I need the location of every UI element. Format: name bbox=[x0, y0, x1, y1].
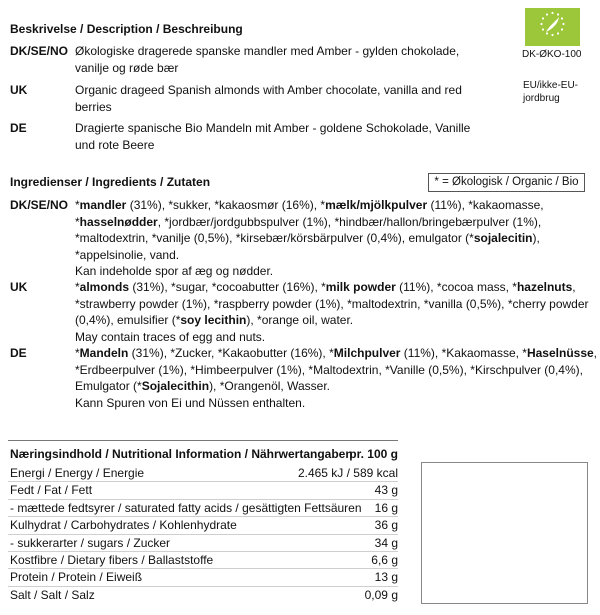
ingredient-text: , bbox=[572, 280, 576, 294]
ingredient-line bbox=[75, 378, 597, 395]
nutrition-row bbox=[10, 517, 398, 534]
ingredient-line bbox=[75, 247, 544, 264]
nutrition-value: 0,09 g bbox=[364, 587, 398, 602]
ingredient-line bbox=[75, 230, 544, 247]
allergen-text: Sojalecithin bbox=[141, 379, 210, 393]
allergen-text: Mandeln bbox=[79, 346, 129, 360]
nutrition-label: Kostfibre / Dietary fibers / Ballaststoffe bbox=[10, 553, 214, 567]
ingredients-code-de: DE bbox=[10, 346, 27, 360]
nutrition-label: Salt / Salt / Salz bbox=[10, 587, 95, 602]
certification-origin-line: EU/ikke-EU- bbox=[523, 80, 579, 91]
nutrition-label: - mættede fedtsyrer / saturated fatty acids / gesättigten Fettsäuren bbox=[10, 500, 362, 515]
ingredient-text: * bbox=[75, 346, 80, 360]
ingredient-line bbox=[75, 329, 589, 346]
description-line: berries bbox=[75, 99, 112, 114]
description-code-de: DE bbox=[10, 121, 27, 135]
certification-origin bbox=[523, 79, 578, 105]
nutrition-row bbox=[10, 552, 398, 569]
nutrition-row bbox=[10, 500, 398, 517]
allergen-text: hasselnødder bbox=[79, 214, 158, 229]
nutrition-value: 2.465 kJ / 589 kcal bbox=[297, 466, 398, 480]
ingredient-line bbox=[75, 279, 589, 296]
ingredient-text: May contain traces of egg and nuts. bbox=[75, 329, 266, 344]
nutrition-value: 43 g bbox=[374, 483, 398, 498]
nutrition-row bbox=[10, 587, 398, 604]
ingredient-line bbox=[75, 263, 544, 280]
ingredient-line bbox=[75, 296, 589, 313]
ingredient-line bbox=[75, 312, 589, 329]
description-text-uk bbox=[75, 82, 462, 115]
nutrition-value: 36 g bbox=[374, 518, 398, 533]
allergen-text: mandler bbox=[79, 198, 127, 212]
ingredients-heading: Ingredienser / Ingredients / Zutaten bbox=[10, 175, 211, 189]
ingredient-text: (31%), *sugar, *cocoabutter (16%), * bbox=[129, 280, 326, 294]
description-line: Økologiske dragerede spanske mandler med Amber - gylden chokolade, bbox=[75, 44, 460, 58]
ingredient-text: *Erdbeerpulver (1%), *Himbeerpulver (1%), *Maltodextrin, *Vanille (0,5%), *Kirschpulver (0,4%), bbox=[75, 362, 583, 377]
nutrition-row bbox=[10, 482, 398, 499]
description-code-uk: UK bbox=[10, 83, 28, 97]
ingredient-text: * bbox=[75, 280, 80, 294]
nutrition-value: 16 g bbox=[374, 500, 398, 515]
description-code-dk: DK/SE/NO bbox=[10, 44, 69, 58]
ingredient-line bbox=[75, 197, 544, 214]
eu-organic-logo-icon bbox=[525, 8, 580, 46]
ingredient-text: (31%), *sukker, *kakaosmør (16%), * bbox=[126, 198, 326, 212]
nutrition-label: - sukkerarter / sugars / Zucker bbox=[10, 535, 171, 550]
empty-label-box bbox=[421, 462, 588, 604]
ingredient-text: Kan indeholde spor af æg og nødder. bbox=[75, 264, 274, 278]
ingredient-text: (11%), *kakaomasse, bbox=[427, 198, 544, 212]
allergen-text: soy lecithin bbox=[180, 313, 247, 327]
ingredient-text: ), *Orangenöl, Wasser. bbox=[209, 379, 330, 393]
allergen-text: sojalecitin bbox=[473, 231, 533, 245]
nutrition-label: Energi / Energy / Energie bbox=[10, 466, 145, 480]
nutrition-row bbox=[10, 569, 398, 586]
ingredient-line bbox=[75, 214, 544, 231]
nutrition-per: pr. 100 g bbox=[349, 447, 398, 461]
ingredients-text-uk bbox=[75, 279, 589, 345]
ingredient-text: (11%), *Kakaomasse, * bbox=[400, 346, 527, 360]
description-line: und rote Beere bbox=[75, 137, 155, 152]
nutrition-label: Protein / Protein / Eiweiß bbox=[10, 570, 143, 585]
description-line: Dragierte spanische Bio Mandeln mit Amber - goldene Schokolade, Vanille bbox=[75, 121, 471, 135]
description-line: vanilje og røde bær bbox=[75, 60, 179, 75]
ingredient-text: *appelsinolie, vand. bbox=[75, 247, 180, 262]
organic-legend: * = Økologisk / Organic / Bio bbox=[428, 173, 585, 192]
ingredient-line bbox=[75, 362, 597, 379]
ingredient-text: , bbox=[593, 346, 598, 360]
ingredient-text: (0,4%), emulsifier (* bbox=[75, 313, 181, 327]
description-text-dk bbox=[75, 43, 459, 76]
allergen-text: Haselnüsse bbox=[526, 346, 594, 360]
ingredient-text: , *jordbær/jordgubbspulver (1%), *hindbær/hallon/bringebærpulver (1%), bbox=[157, 214, 542, 229]
nutrition-top-divider bbox=[8, 440, 398, 441]
ingredient-text: (31%), *Zucker, *Kakaobutter (16%), * bbox=[128, 346, 334, 360]
ingredient-line bbox=[75, 345, 597, 362]
ingredients-text-dk bbox=[75, 197, 544, 280]
nutrition-header-row bbox=[10, 446, 398, 463]
allergen-text: almonds bbox=[79, 280, 130, 294]
ingredient-text: ), bbox=[532, 231, 540, 245]
ingredient-text: ), *orange oil, water. bbox=[246, 313, 354, 327]
ingredients-text-de bbox=[75, 345, 597, 411]
ingredient-text: * bbox=[75, 214, 80, 229]
allergen-text: Milchpulver bbox=[333, 346, 401, 360]
nutrition-value: 6,6 g bbox=[371, 553, 398, 567]
nutrition-label: Fedt / Fat / Fett bbox=[10, 483, 93, 498]
allergen-text: mælk/mjölkpulver bbox=[325, 198, 428, 212]
nutrition-value: 13 g bbox=[374, 570, 398, 585]
ingredient-line bbox=[75, 395, 597, 412]
ingredients-code-dk: DK/SE/NO bbox=[10, 198, 69, 212]
ingredient-text: * bbox=[75, 198, 80, 212]
nutrition-value: 34 g bbox=[374, 535, 398, 550]
nutrition-row bbox=[10, 535, 398, 552]
ingredient-text: Kann Spuren von Ei und Nüssen enthalten. bbox=[75, 395, 306, 410]
ingredient-text: *maltodextrin, *vanilje (0,5%), *kirsebær/körsbärpulver (0,4%), emulgator (* bbox=[75, 231, 474, 245]
description-line: Organic drageed Spanish almonds with Amber chocolate, vanilla and red bbox=[75, 83, 462, 97]
ingredient-text: *strawberry powder (1%), *raspberry powder (1%), *maltodextrin, *vanilla (0,5%), *cherry powder bbox=[75, 296, 589, 311]
description-text-de bbox=[75, 120, 470, 153]
certification-origin-line: jordbrug bbox=[523, 93, 560, 104]
ingredient-text: Emulgator (* bbox=[75, 379, 142, 393]
allergen-text: milk powder bbox=[325, 280, 396, 294]
nutrition-heading: Næringsindhold / Nutritional Information / Nährwertangaben bbox=[10, 447, 353, 461]
certification-code: DK-ØKO-100 bbox=[522, 49, 582, 60]
ingredient-text: (11%), *cocoa mass, * bbox=[395, 280, 517, 294]
nutrition-label: Kulhydrat / Carbohydrates / Kohlenhydrate bbox=[10, 518, 237, 533]
allergen-text: hazelnuts bbox=[516, 280, 573, 294]
description-heading: Beskrivelse / Description / Beschreibung bbox=[10, 22, 243, 36]
ingredients-code-uk: UK bbox=[10, 280, 28, 294]
nutrition-row bbox=[10, 465, 398, 482]
